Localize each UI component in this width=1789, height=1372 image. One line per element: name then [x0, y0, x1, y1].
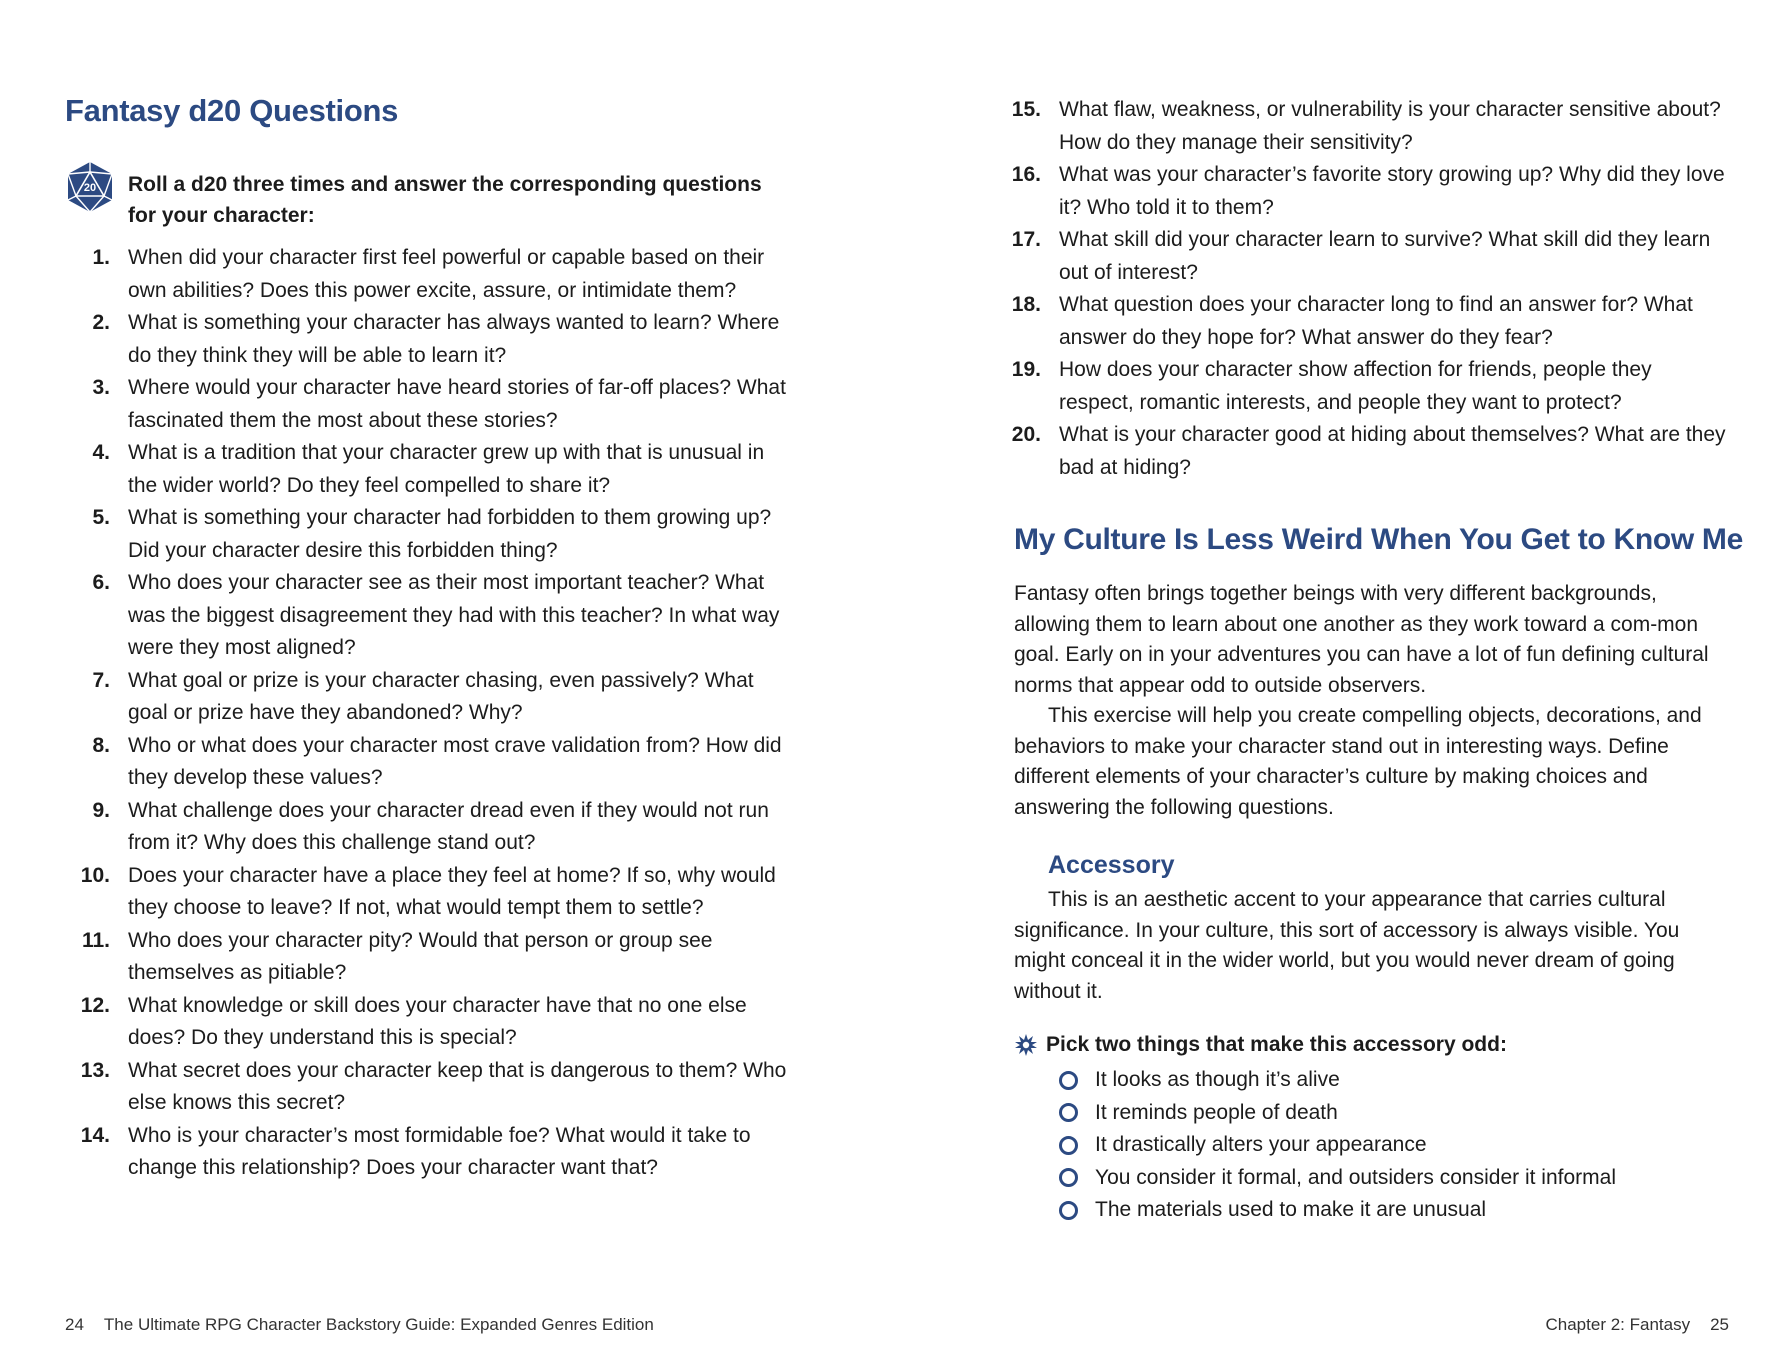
question-item — [58, 730, 798, 795]
option-checkbox-icon[interactable] — [1059, 1136, 1078, 1155]
question-number: 8. — [92, 733, 110, 757]
question-number: 5. — [92, 506, 110, 529]
question-number: 14. — [80, 1123, 110, 1147]
body-paragraph: This is an aesthetic accent to your appearance that carries cultural significance. In your culture, this sort of accessory is always visible. You might conceal it in the wider world, but you would never dream of going without it. — [1014, 888, 1680, 1003]
option-list — [1059, 1064, 1616, 1227]
question-number: 6. — [92, 571, 110, 594]
option-label: You consider it formal, and outsiders consider it informal — [1095, 1165, 1616, 1189]
question-text: What is something your character has always wanted to learn? Where do they think they will be able to learn it? — [128, 311, 780, 367]
question-text: What secret does your character keep that is dangerous to them? Who else knows this secret? — [128, 1058, 787, 1114]
option-label: It looks as though it’s alive — [1095, 1068, 1340, 1091]
question-item — [989, 354, 1729, 419]
question-text: When did your character first feel powerful or capable based on their own abilities? Does this power excite, assure, or intimidate them? — [128, 246, 765, 302]
pick-prompt-text: Pick two things that make this accessory odd: — [1046, 1033, 1507, 1056]
question-number: 7. — [92, 668, 110, 692]
question-item — [989, 94, 1729, 159]
question-item — [58, 372, 798, 437]
question-item — [58, 795, 798, 860]
question-number: 4. — [92, 441, 110, 464]
page-footer — [1546, 1315, 1730, 1335]
pick-prompt — [1014, 1033, 1507, 1057]
question-text: Who does your character pity? Would that person or group see themselves as pitiable? — [128, 928, 713, 984]
question-number: 13. — [80, 1058, 110, 1082]
question-number: 10. — [80, 863, 110, 887]
d20-die-label: 20 — [83, 182, 97, 194]
page-title: Fantasy d20 Questions — [65, 93, 399, 128]
question-item — [58, 860, 798, 925]
question-text: What is a tradition that your character grew up with that is unusual in the wider world? Do they feel compelled to share it? — [128, 441, 765, 497]
question-number: 20. — [1011, 423, 1041, 446]
option-label: It drastically alters your appearance — [1095, 1133, 1427, 1156]
d20-die-icon — [65, 160, 115, 214]
question-item — [58, 925, 798, 990]
question-item — [58, 1120, 798, 1185]
question-text: What challenge does your character dread even if they would not run from it? Why does this challenge stand out? — [128, 798, 769, 854]
question-text: What flaw, weakness, or vulnerability is your character sensitive about? How do they manage their sensitivity? — [1059, 98, 1721, 154]
question-text: What knowledge or skill does your character have that no one else does? Do they understand this is special? — [128, 993, 747, 1049]
question-text: What is your character good at hiding about themselves? What are they bad at hiding? — [1059, 423, 1726, 479]
question-number: 2. — [92, 311, 110, 334]
option-checkbox-icon[interactable] — [1059, 1103, 1078, 1122]
question-number: 12. — [80, 993, 110, 1017]
question-text: Who or what does your character most crave validation from? How did they develop these values? — [128, 733, 782, 789]
question-text: What goal or prize is your character chasing, even passively? What goal or prize have they abandoned? Why? — [128, 668, 754, 724]
question-list — [58, 242, 798, 1185]
option-item[interactable] — [1059, 1097, 1616, 1130]
option-checkbox-icon[interactable] — [1059, 1168, 1078, 1187]
question-number: 19. — [1011, 358, 1041, 381]
question-item — [58, 665, 798, 730]
question-item — [58, 990, 798, 1055]
chapter-title: Chapter 2: Fantasy — [1545, 1315, 1691, 1334]
question-number: 11. — [81, 928, 110, 952]
question-text: Who does your character see as their most important teacher? What was the biggest disagreement they had with this teacher? In what way were they most aligned? — [128, 571, 780, 659]
book-title: The Ultimate RPG Character Backstory Guide: Expanded Genres Edition — [103, 1315, 654, 1334]
right-page — [894, 0, 1789, 1372]
question-number: 18. — [1011, 293, 1041, 316]
question-item — [58, 1055, 798, 1120]
option-label: The materials used to make it are unusual — [1095, 1198, 1487, 1221]
question-item — [58, 437, 798, 502]
question-number: 16. — [1011, 163, 1041, 186]
option-checkbox-icon[interactable] — [1059, 1201, 1078, 1220]
question-number: 9. — [92, 798, 110, 822]
question-number: 3. — [92, 376, 110, 399]
question-item — [58, 567, 798, 665]
question-text: Who is your character’s most formidable foe? What would it take to change this relationship? Does your character want that? — [128, 1123, 751, 1179]
option-item[interactable] — [1059, 1194, 1616, 1227]
question-item — [989, 419, 1729, 484]
question-number: 15. — [1011, 98, 1041, 121]
starburst-icon — [1014, 1033, 1038, 1057]
question-text: What question does your character long to find an answer for? What answer do they hope for? What answer do they fear? — [1059, 293, 1693, 349]
question-text: Does your character have a place they feel at home? If so, why would they choose to leave? If not, what would tempt them to settle? — [128, 863, 776, 919]
question-item — [58, 242, 798, 307]
question-list — [989, 94, 1729, 484]
body-paragraph: This exercise will help you create compelling objects, decorations, and behaviors to make your character stand out in interesting ways. Define different elements of your character’s culture by making choices and answering the following questions. — [1014, 704, 1702, 819]
question-text: How does your character show affection for friends, people they respect, romantic interests, and people they want to protect? — [1059, 358, 1652, 414]
question-item — [989, 289, 1729, 354]
question-item — [989, 224, 1729, 289]
page-number: 24 — [65, 1315, 84, 1334]
roll-instructions: Roll a d20 three times and answer the corresponding questions for your character: — [128, 173, 762, 227]
option-label: It reminds people of death — [1095, 1100, 1338, 1124]
question-item — [989, 159, 1729, 224]
question-number: 1. — [92, 246, 110, 269]
option-item[interactable] — [1059, 1162, 1616, 1195]
option-item[interactable] — [1059, 1064, 1616, 1097]
option-checkbox-icon[interactable] — [1059, 1071, 1078, 1090]
question-item — [58, 502, 798, 567]
page-footer — [65, 1315, 654, 1335]
option-item[interactable] — [1059, 1129, 1616, 1162]
question-text: Where would your character have heard stories of far-off places? What fascinated them the most about these stories? — [128, 376, 786, 432]
question-text: What is something your character had forbidden to them growing up? Did your character desire this forbidden thing? — [128, 506, 772, 562]
body-paragraph: Fantasy often brings together beings with very different backgrounds, allowing them to learn about one another as they work toward a com-mon goal. Early on in your adventures you can have a lot of fun defining cultural norms that appear odd to outside observers. — [1014, 582, 1709, 697]
subsection-title: Accessory — [1048, 851, 1175, 879]
question-item — [58, 307, 798, 372]
question-text: What skill did your character learn to survive? What skill did they learn out of interest? — [1059, 228, 1711, 284]
question-text: What was your character’s favorite story growing up? Why did they love it? Who told it to them? — [1059, 163, 1725, 219]
left-page — [0, 0, 894, 1372]
section-title: My Culture Is Less Weird When You Get to Know Me — [1014, 523, 1744, 556]
question-number: 17. — [1011, 228, 1041, 251]
page-number: 25 — [1710, 1315, 1729, 1334]
